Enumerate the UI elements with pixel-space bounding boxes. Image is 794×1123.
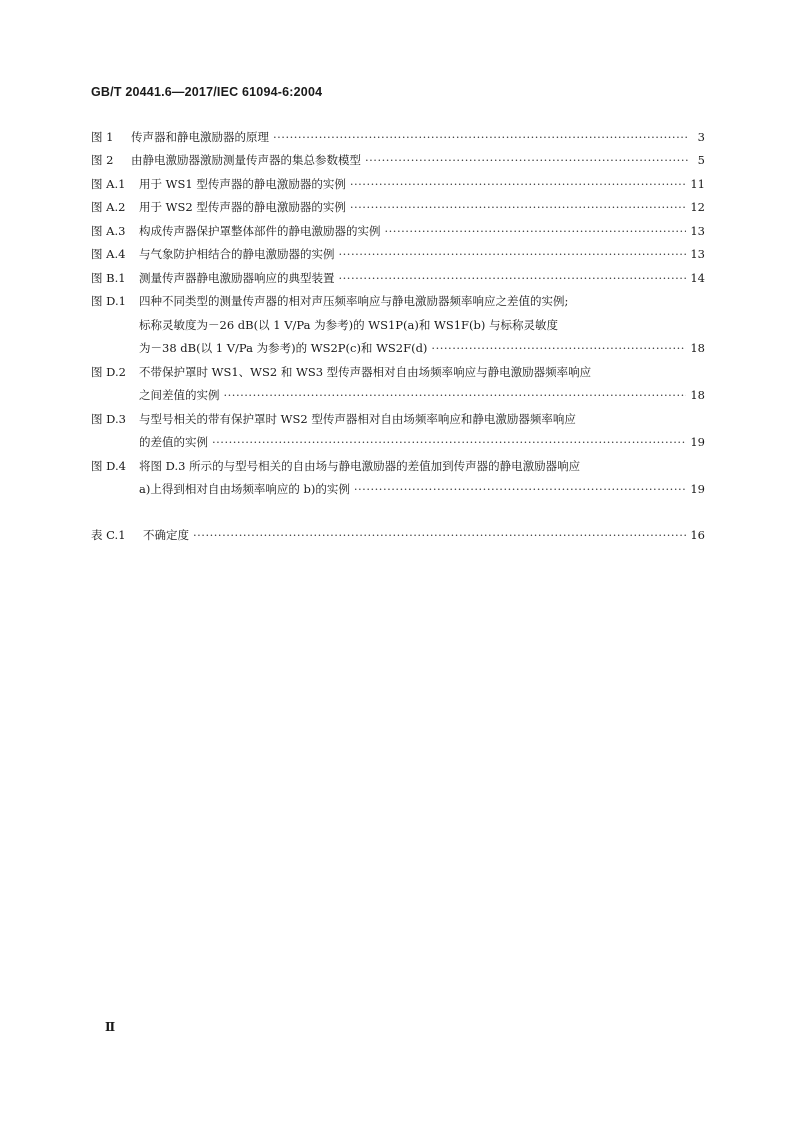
toc-entry[interactable] [91,167,705,191]
entry-title: 为－38 dB(以 1 V/Pa 为参考)的 WS2P(c)和 WS2F(d) [139,341,428,355]
entry-page: 18 [690,388,705,402]
entry-label: 图 D.4 [91,458,126,473]
entry-title: 不确定度 [143,527,189,542]
toc-entry[interactable] [91,402,705,449]
entry-title: 用于 WS2 型传声器的静电激励器的实例 [139,200,346,214]
entry-title: 不带保护罩时 WS1、WS2 和 WS3 型传声器相对自由场频率响应与静电激励器频率响应 [139,364,592,379]
list-of-figures [91,120,705,542]
entry-page: 13 [690,223,705,238]
entry-title: 用于 WS1 型传声器的静电激励器的实例 [139,176,346,191]
entry-label: 图 1 [91,129,114,144]
leader-dots [193,528,686,542]
entry-page: 18 [690,341,705,355]
leader-dots [350,200,687,214]
leader-dots [339,247,687,261]
toc-entry[interactable] [91,285,705,356]
leader-dots [350,177,687,191]
entry-page: 14 [690,270,705,285]
leader-dots [212,435,686,449]
entry-page: 16 [690,527,705,542]
entry-label: 图 A.4 [91,247,126,261]
toc-entry[interactable] [91,144,705,168]
entry-title: 四种不同类型的测量传声器的相对声压频率响应与静电激励器频率响应之差值的实例; [139,294,569,308]
entry-page: 19 [690,435,705,449]
entry-title: 与型号相关的带有保护罩时 WS2 型传声器相对自由场频率响应和静电激励器频率响应 [139,411,576,426]
entry-page: 13 [690,247,705,261]
leader-dots [365,153,689,167]
entry-title: a)上得到相对自由场频率响应的 b)的实例 [139,482,350,496]
entry-page: 3 [697,129,705,144]
toc-entry[interactable] [91,355,705,402]
document-header: GB/T 20441.6—2017/IEC 61094-6:2004 [91,85,323,99]
toc-entry[interactable] [91,191,705,215]
entry-title: 由静电激励器激励测量传声器的集总参数模型 [131,153,361,167]
entry-label: 图 B.1 [91,270,126,285]
leader-dots [431,341,686,355]
entry-page: 12 [690,200,705,214]
toc-entry[interactable] [91,518,705,542]
leader-dots [354,482,687,496]
entry-label: 图 D.3 [91,411,126,426]
entry-title: 将图 D.3 所示的与型号相关的自由场与静电激励器的差值加到传声器的静电激励器响应 [139,458,581,473]
toc-entry[interactable] [91,261,705,285]
leader-dots [224,388,687,402]
entry-page: 11 [690,176,705,191]
entry-page: 19 [690,482,705,496]
entry-label: 表 C.1 [91,527,126,542]
entry-title: 测量传声器静电激励器响应的典型装置 [139,270,335,285]
entry-title: 的差值的实例 [139,435,208,449]
entry-label: 图 A.2 [91,200,126,214]
entry-title: 构成传声器保护罩整体部件的静电激励器的实例 [139,223,381,238]
toc-entry[interactable] [91,214,705,238]
page-number: Ⅱ [105,1020,116,1034]
entry-label: 图 A.3 [91,223,126,238]
entry-title: 之间差值的实例 [139,388,220,402]
leader-dots [339,271,687,285]
leader-dots [273,130,689,144]
entry-page: 5 [697,153,705,167]
entry-label: 图 D.2 [91,364,126,379]
entry-title: 标称灵敏度为－26 dB(以 1 V/Pa 为参考)的 WS1P(a)和 WS1F(b) 与标称灵敏度 [139,317,558,332]
entry-title: 传声器和静电激励器的原理 [131,129,269,144]
entry-label: 图 2 [91,153,114,167]
leader-dots [385,224,687,238]
entry-title: 与气象防护相结合的静电激励器的实例 [139,247,335,261]
entry-label: 图 A.1 [91,176,126,191]
entry-label: 图 D.1 [91,294,126,308]
toc-entry[interactable] [91,238,705,262]
toc-entry[interactable] [91,449,705,496]
toc-entry[interactable] [91,120,705,144]
